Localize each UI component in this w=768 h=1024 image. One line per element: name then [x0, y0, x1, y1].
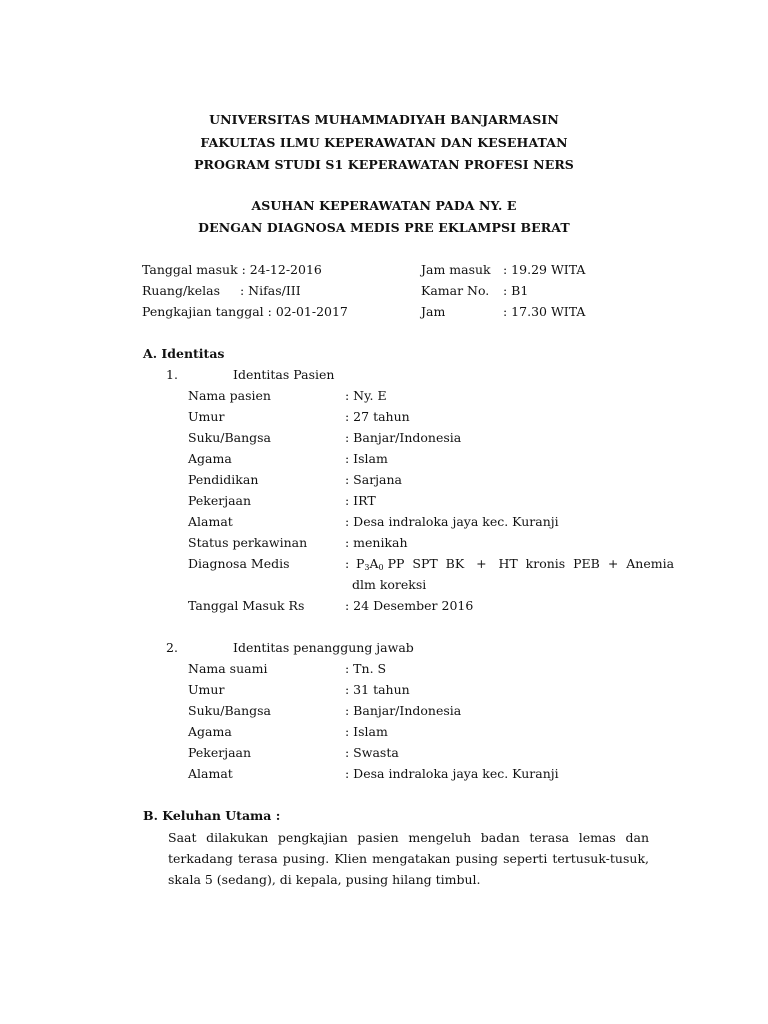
field-label: Pendidikan	[188, 472, 259, 487]
patient-subheading: Identitas Pasien	[233, 367, 335, 382]
field-value: : 31 tahun	[345, 682, 410, 697]
program-name: PROGRAM STUDI S1 KEPERAWATAN PROFESI NERS	[194, 157, 574, 172]
field-label: Umur	[188, 409, 225, 424]
field-value: : 27 tahun	[345, 409, 410, 424]
field-label: Umur	[188, 682, 225, 697]
faculty-name: FAKULTAS ILMU KEPERAWATAN DAN KESEHATAN	[200, 135, 568, 150]
field-label: Pekerjaan	[188, 745, 252, 760]
field-value: : Tn. S	[345, 661, 387, 676]
kamar-label: Kamar No.	[421, 283, 490, 298]
patient-number: 1.	[166, 367, 178, 382]
field-value: : Banjar/Indonesia	[345, 703, 462, 718]
field-value: : Sarjana	[345, 472, 403, 487]
diagnosa-rest: PP SPT BK + HT kronis PEB + Anemia	[383, 556, 675, 571]
jam-value: : 17.30 WITA	[503, 304, 586, 319]
field-label: Alamat	[188, 766, 233, 781]
field-value: : IRT	[345, 493, 376, 508]
field-value: : Desa indraloka jaya kec. Kuranji	[345, 766, 559, 781]
jam-masuk-value: : 19.29 WITA	[503, 262, 586, 277]
document-title-line2: DENGAN DIAGNOSA MEDIS PRE EKLAMPSI BERAT	[198, 220, 570, 235]
field-value: : Islam	[345, 724, 388, 739]
field-value: : Ny. E	[345, 388, 387, 403]
diagnosa-colon: :	[345, 556, 350, 571]
field-label: Status perkawinan	[188, 535, 308, 550]
diagnosa-p: P	[356, 556, 365, 571]
jam-masuk-label: Jam masuk	[421, 262, 491, 277]
field-label: Agama	[188, 724, 232, 739]
section-b-heading: B. Keluhan Utama :	[143, 808, 281, 823]
tanggal-masuk-rs-value: : 24 Desember 2016	[345, 598, 474, 613]
ruang-kelas-value: : Nifas/III	[240, 283, 301, 298]
field-value: : Banjar/Indonesia	[345, 430, 462, 445]
field-value: : Islam	[345, 451, 388, 466]
keluhan-utama-paragraph: Saat dilakukan pengkajian pasien mengeluh badan terasa lemas dan terkadang terasa pusing. Klien mengatakan pusing seperti tertusuk-tusuk, skala 5 (sedang), di kepala, pusing hilang timbul.	[168, 830, 649, 887]
field-value: : Swasta	[345, 745, 399, 760]
tanggal-masuk: Tanggal masuk : 24-12-2016	[142, 262, 322, 277]
field-label: Pekerjaan	[188, 493, 252, 508]
jam-label: Jam	[421, 304, 446, 319]
kamar-value: : B1	[503, 283, 529, 298]
diagnosa-p-sub: 3	[364, 563, 370, 572]
diagnosa-label: Diagnosa Medis	[188, 556, 290, 571]
field-label: Alamat	[188, 514, 233, 529]
diagnosa-value	[356, 556, 675, 576]
section-a-heading: A. Identitas	[143, 346, 225, 361]
field-label: Suku/Bangsa	[188, 430, 272, 445]
tanggal-masuk-rs-label: Tanggal Masuk Rs	[188, 598, 305, 613]
field-label: Suku/Bangsa	[188, 703, 272, 718]
ruang-kelas-label: Ruang/kelas	[142, 283, 221, 298]
field-label: Agama	[188, 451, 232, 466]
diagnosa-value-line2: dlm koreksi	[352, 577, 427, 592]
document-title-line1: ASUHAN KEPERAWATAN PADA NY. E	[251, 198, 517, 213]
guardian-number: 2.	[166, 640, 178, 655]
diagnosa-a-sub: 0	[378, 563, 384, 572]
pengkajian-tanggal: Pengkajian tanggal : 02-01-2017	[142, 304, 348, 319]
field-value: : Desa indraloka jaya kec. Kuranji	[345, 514, 559, 529]
university-name: UNIVERSITAS MUHAMMADIYAH BANJARMASIN	[209, 112, 559, 127]
field-label: Nama suami	[188, 661, 268, 676]
guardian-subheading: Identitas penanggung jawab	[233, 640, 414, 655]
field-value: : menikah	[345, 535, 408, 550]
diagnosa-a: A	[369, 556, 379, 571]
field-label: Nama pasien	[188, 388, 271, 403]
